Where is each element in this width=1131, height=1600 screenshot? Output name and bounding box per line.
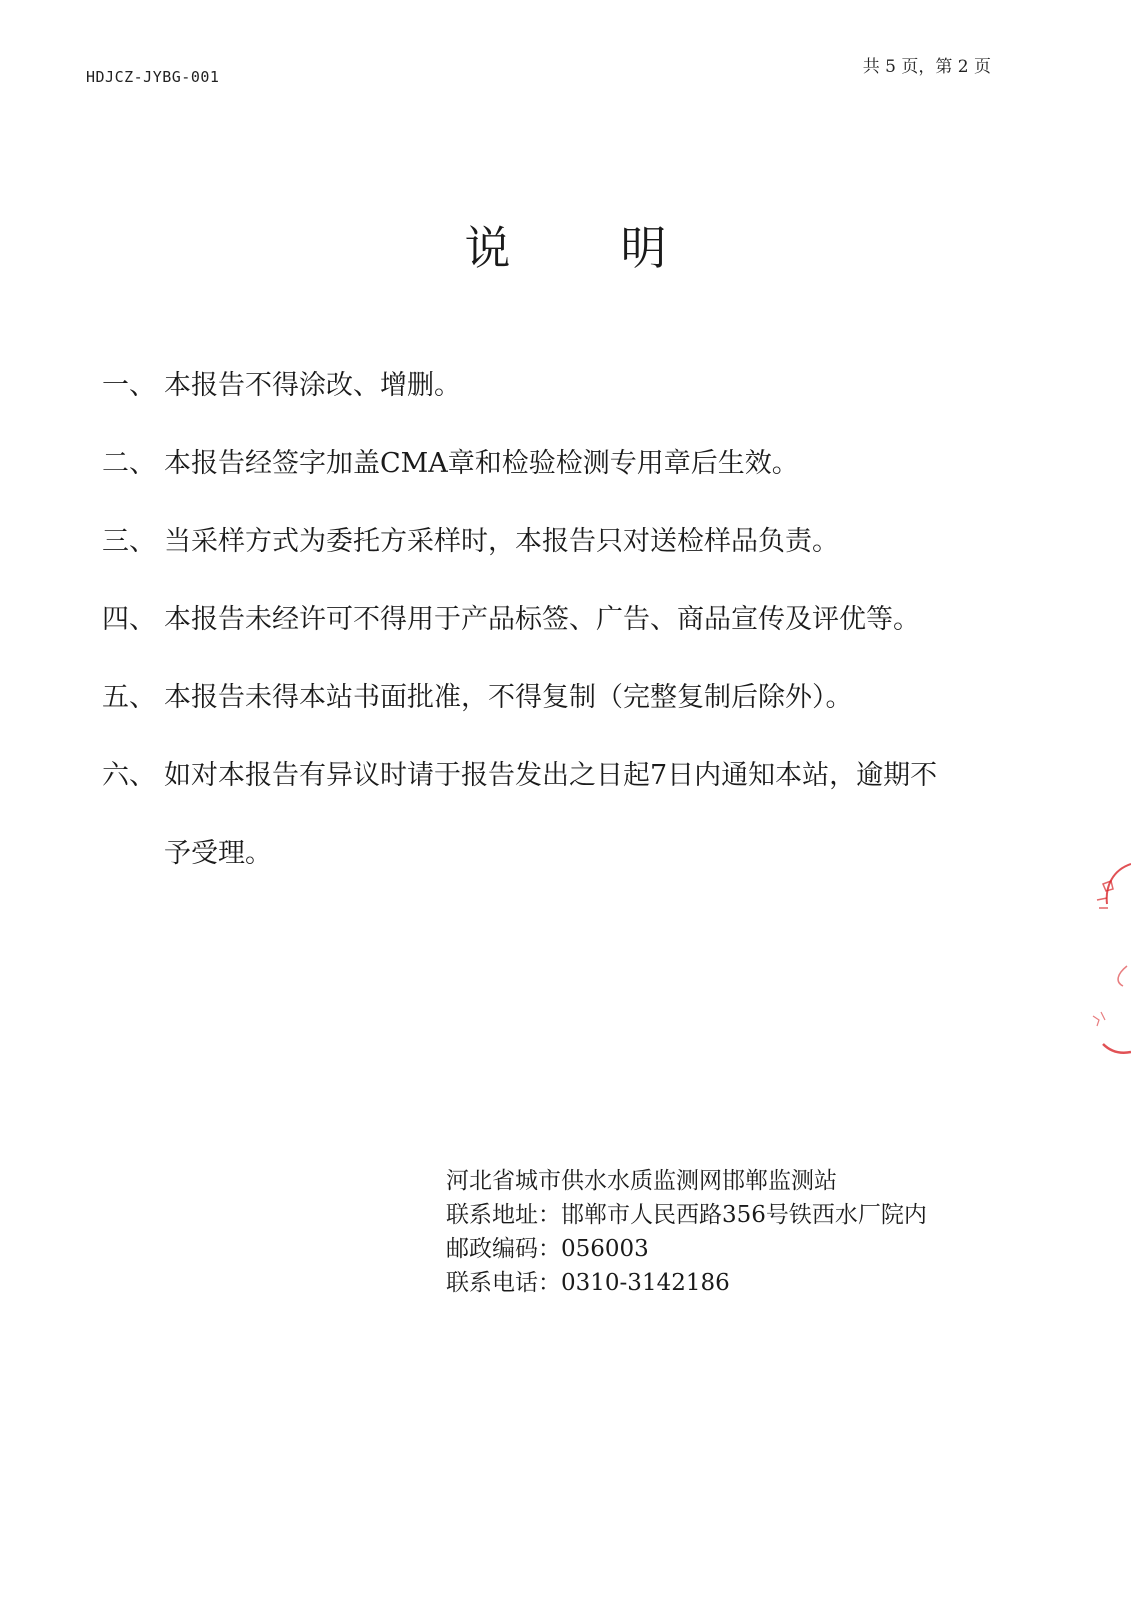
clause-number: 四、 xyxy=(102,604,156,635)
clause-number: 五、 xyxy=(102,682,156,713)
contact-block xyxy=(446,1164,927,1300)
clause-number: 一、 xyxy=(102,370,156,401)
page-title-char-2: 明 xyxy=(620,221,667,275)
page-title xyxy=(0,212,1131,278)
postal-code: 邮政编码：056003 xyxy=(446,1236,649,1262)
clause-5 xyxy=(102,678,1032,718)
clause-6 xyxy=(102,756,1032,796)
clause-text: 如对本报告有异议时请于报告发出之日起7日内通知本站，逾期不 xyxy=(164,760,938,791)
clause-2 xyxy=(102,444,1032,484)
clause-6-continuation: 予受理。 xyxy=(164,838,272,869)
clause-text: 当采样方式为委托方采样时，本报告只对送检样品负责。 xyxy=(164,526,839,557)
contact-address: 联系地址：邯郸市人民西路356号铁西水厂院内 xyxy=(446,1202,927,1228)
document-code: HDJCZ-JYBG-001 xyxy=(86,68,220,86)
clause-number: 六、 xyxy=(102,760,156,791)
clause-text: 本报告未经许可不得用于产品标签、广告、商品宣传及评优等。 xyxy=(164,604,920,635)
clause-number: 三、 xyxy=(102,526,156,557)
organization-name: 河北省城市供水水质监测网邯郸监测站 xyxy=(446,1168,837,1194)
clause-1 xyxy=(102,366,1032,406)
clause-text: 本报告未得本站书面批准，不得复制（完整复制后除外）。 xyxy=(164,682,853,713)
seal-stamp-edge-icon xyxy=(1083,856,1131,1066)
clause-list xyxy=(102,366,1032,874)
clause-4 xyxy=(102,600,1032,640)
clause-text: 本报告不得涂改、增删。 xyxy=(164,370,461,401)
clause-3 xyxy=(102,522,1032,562)
clause-text: 本报告经签字加盖CMA章和检验检测专用章后生效。 xyxy=(164,448,799,479)
page-indicator: 共 5 页，第 2 页 xyxy=(862,57,991,77)
clause-number: 二、 xyxy=(102,448,156,479)
contact-phone: 联系电话：0310-3142186 xyxy=(446,1270,730,1296)
page-title-char-1: 说 xyxy=(464,221,511,275)
